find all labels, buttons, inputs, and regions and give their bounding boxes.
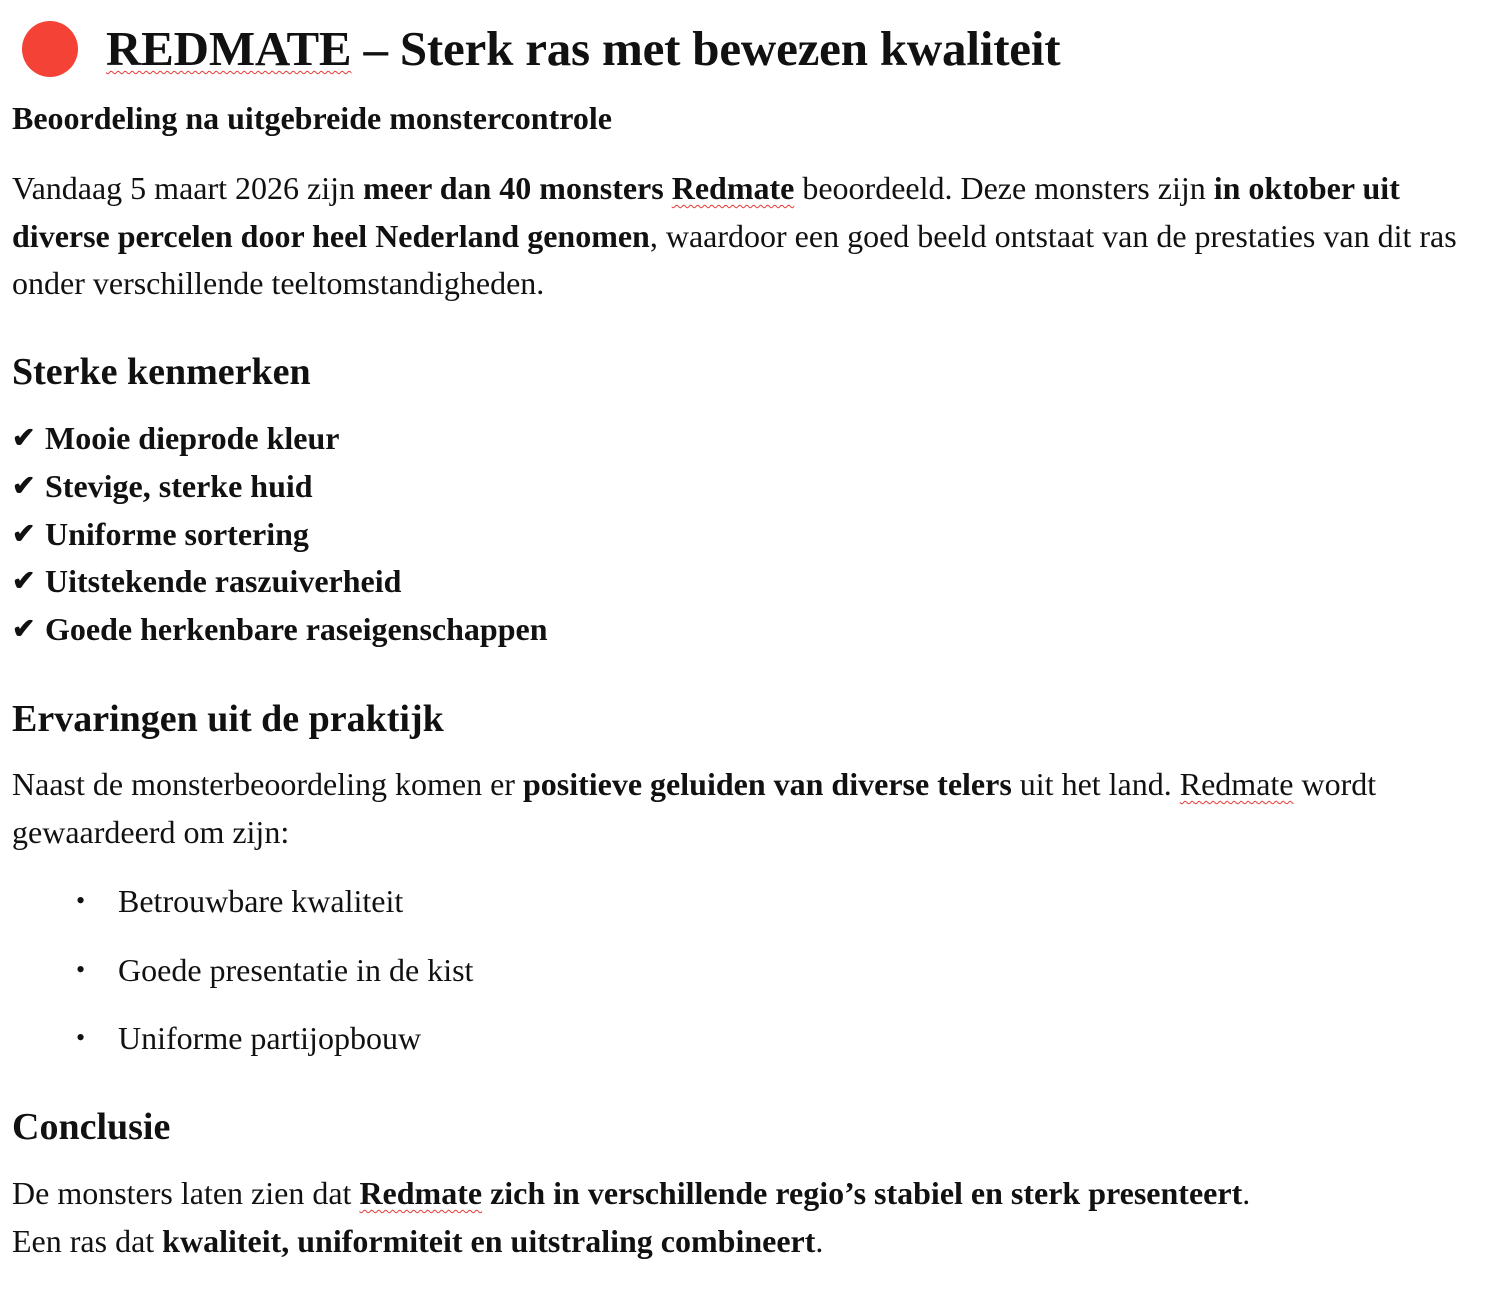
title-rest: – Sterk ras met bewezen kwaliteit	[351, 21, 1061, 76]
bullet-list	[76, 876, 473, 1082]
check-item-label: Uniforme sortering	[45, 515, 309, 552]
intro-text-1: Vandaag 5 maart 2026 zijn	[12, 170, 363, 206]
conclusie-text-3: Een ras dat	[12, 1222, 163, 1259]
checkmark-icon: ✔	[12, 518, 36, 550]
praktijk-text-2: uit het land.	[1011, 766, 1180, 802]
checkmark-icon: ✔	[12, 470, 36, 502]
bullet-list-item	[76, 1013, 473, 1082]
bullet-icon: •	[76, 1023, 86, 1052]
bullet-item-label: Goede presentatie in de kist	[118, 951, 474, 988]
page-title	[106, 20, 1060, 77]
check-item-label: Mooie dieprode kleur	[45, 420, 340, 456]
check-item-label: Goede herkenbare raseigenschappen	[45, 611, 548, 648]
bullet-item-label: Betrouwbare kwaliteit	[118, 883, 404, 919]
title-row	[22, 20, 1060, 77]
bullet-list-item	[76, 876, 473, 945]
title-brand: REDMATE	[106, 21, 352, 76]
check-list-item	[12, 463, 548, 511]
checkmark-icon: ✔	[12, 566, 36, 598]
praktijk-text-1: Naast de monsterbeoordeling komen er	[12, 766, 523, 802]
conclusie-paragraph	[12, 1170, 1462, 1265]
check-item-label: Uitstekende raszuiverheid	[45, 563, 402, 600]
conclusie-bold-2: kwaliteit, uniformiteit en uitstraling combineert	[162, 1222, 816, 1259]
heading-ervaringen: Ervaringen uit de praktijk	[12, 698, 444, 740]
praktijk-brand: Redmate	[1179, 766, 1294, 802]
heading-conclusie: Conclusie	[12, 1106, 171, 1148]
bullet-list-item	[76, 945, 473, 1014]
praktijk-text-3: wordt gewaardeerd om zijn:	[12, 766, 1377, 850]
conclusie-text-2: .	[1242, 1175, 1251, 1211]
praktijk-bold: positieve geluiden van diverse telers	[522, 766, 1012, 802]
check-list-item	[12, 415, 548, 463]
red-circle-icon	[22, 21, 78, 77]
subtitle: Beoordeling na uitgebreide monstercontrole	[12, 100, 612, 136]
conclusie-bold-1: zich in verschillende regio’s stabiel en sterk presenteert	[482, 1175, 1243, 1211]
intro-brand: Redmate	[671, 170, 795, 206]
bullet-item-label: Uniforme partijopbouw	[118, 1020, 422, 1056]
heading-sterke-kenmerken: Sterke kenmerken	[12, 351, 311, 393]
conclusie-brand: Redmate	[359, 1175, 483, 1211]
check-list	[12, 415, 548, 654]
check-list-item	[12, 606, 548, 654]
check-list-item	[12, 511, 548, 559]
intro-text-3: , waardoor een goed beeld ontstaat van de prestaties van dit ras onder verschillende teeltomstandigheden.	[12, 217, 1457, 301]
intro-text-2: beoordeeld. Deze monsters zijn	[794, 170, 1214, 206]
conclusie-text-4: .	[815, 1222, 824, 1259]
intro-bold-1: meer dan 40 monsters	[363, 170, 672, 206]
bullet-icon: •	[76, 954, 86, 984]
intro-bold-2: in oktober uit diverse percelen door heel Nederland genomen	[12, 170, 1400, 254]
checkmark-icon: ✔	[12, 423, 36, 454]
praktijk-paragraph	[12, 761, 1462, 856]
intro-paragraph	[12, 165, 1462, 308]
bullet-icon: •	[76, 886, 86, 915]
check-item-label: Stevige, sterke huid	[45, 467, 313, 504]
check-list-item	[12, 558, 548, 606]
conclusie-text-1: De monsters laten zien dat	[12, 1175, 360, 1211]
checkmark-icon: ✔	[12, 614, 36, 646]
